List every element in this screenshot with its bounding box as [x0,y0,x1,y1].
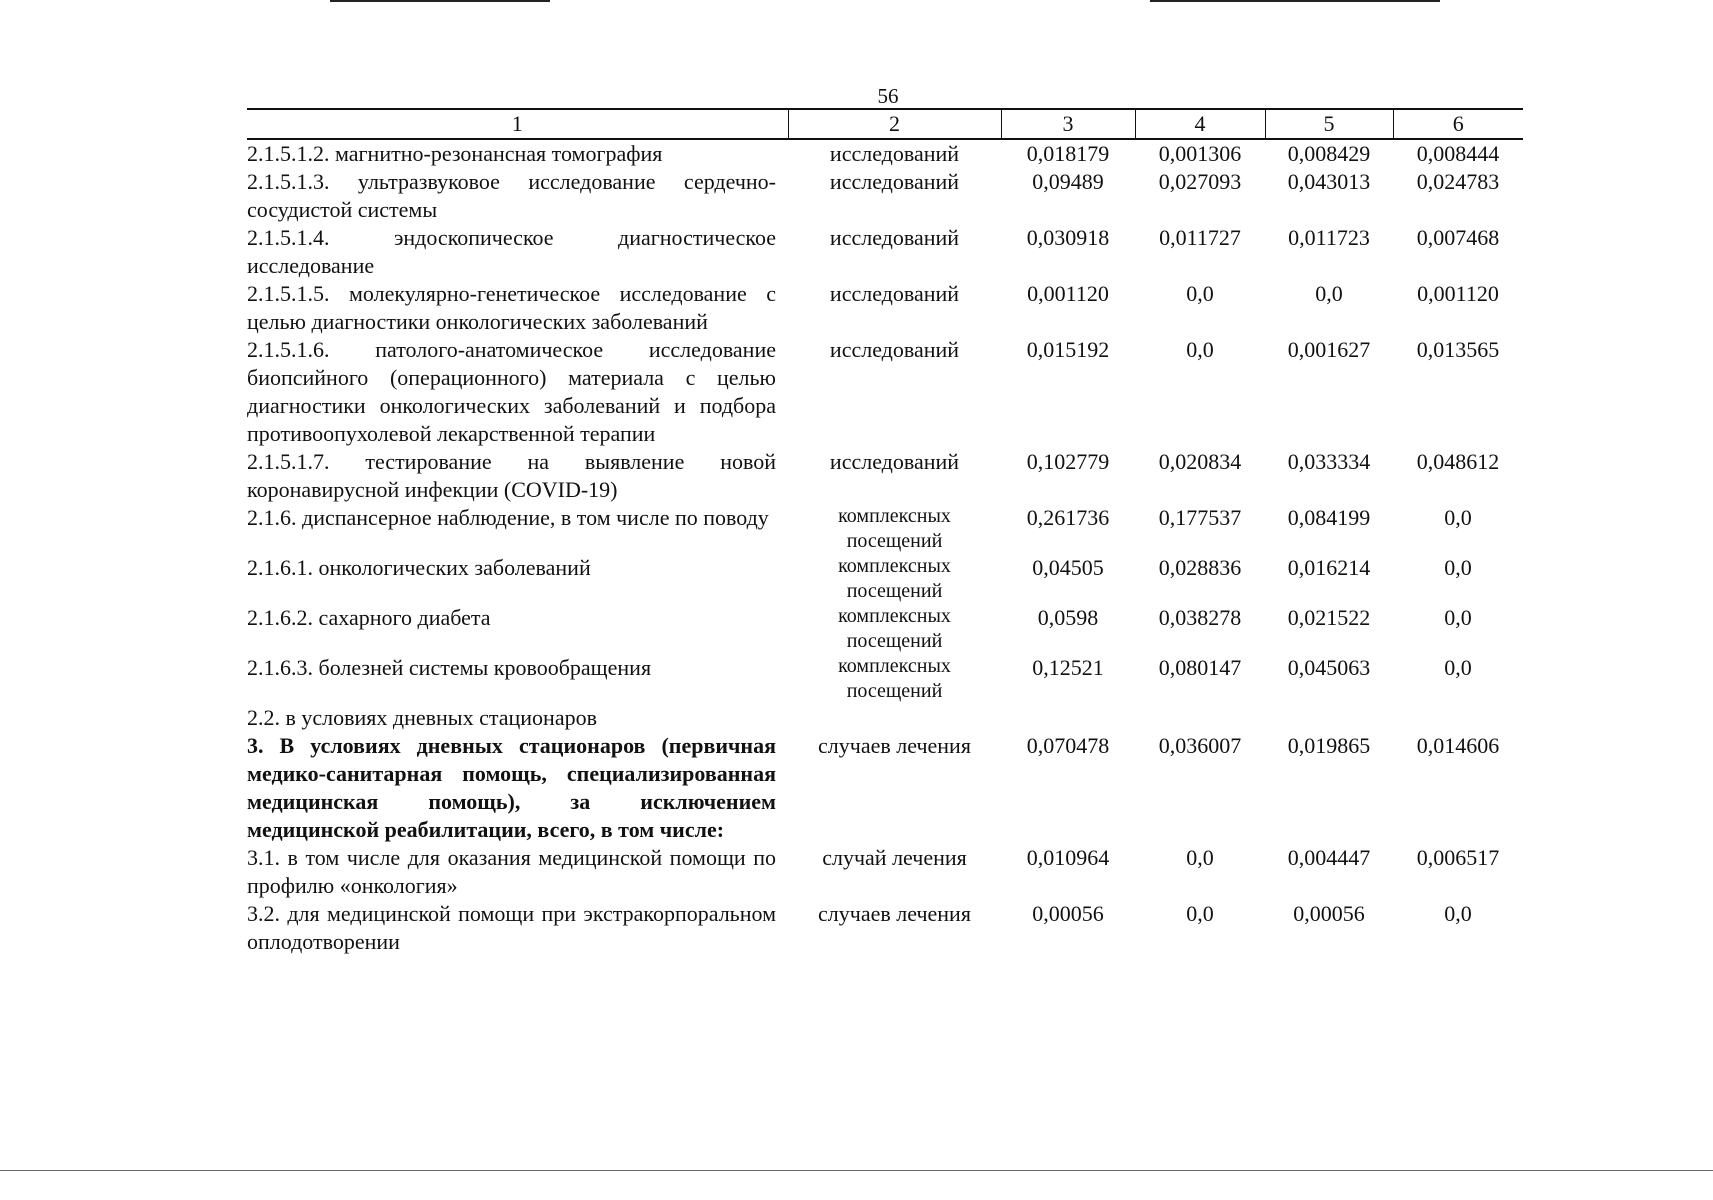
table-row [247,704,1523,732]
row-value-3: 0,001120 [1027,281,1109,306]
row-unit: комплексных посещений [838,655,951,702]
row-value-5: 0,00056 [1293,901,1365,926]
row-value-4: 0,0 [1186,845,1214,870]
header-row [247,109,1523,139]
table-row [247,224,1523,280]
row-value-3: 0,0598 [1037,605,1099,630]
row-name: 3. В условиях дневных стационаров (первичная медико-санитарная помощь, специализированная медицинская помощь), за исключением медицинской реабилитации, всего, в том числе: [247,733,776,842]
row-value-5: 0,084199 [1287,505,1371,530]
row-value-4: 0,001306 [1158,141,1242,166]
row-value-4: 0,038278 [1158,605,1242,630]
row-value-4: 0,011727 [1159,225,1241,250]
row-value-3 [1001,704,1135,732]
table-row [247,336,1523,448]
row-name: 2.1.5.1.3. ультразвуковое исследование сердечно-сосудистой системы [247,169,776,222]
row-value-3: 0,015192 [1026,337,1110,362]
table-row [247,654,1523,704]
row-value-6: 0,013565 [1416,337,1500,362]
row-value-3: 0,12521 [1032,655,1104,680]
row-value-4: 0,0 [1186,281,1214,306]
row-value-4 [1135,704,1265,732]
row-value-4: 0,177537 [1158,505,1242,530]
row-value-3: 0,030918 [1026,225,1110,250]
table-row [247,732,1523,844]
row-unit: случаев лечения [818,901,971,926]
row-unit: случай лечения [822,845,967,870]
row-unit: исследований [829,281,960,306]
row-name: 2.1.5.1.7. тестирование на выявление новой коронавирусной инфекции (COVID-19) [247,449,776,502]
row-value-5: 0,0 [1315,281,1343,306]
row-value-3: 0,010964 [1026,845,1110,870]
row-value-4: 0,080147 [1158,655,1242,680]
row-value-6: 0,0 [1444,605,1472,630]
row-value-3: 0,04505 [1032,555,1104,580]
row-value-4: 0,020834 [1158,449,1242,474]
row-unit: комплексных посещений [838,605,951,652]
row-value-6: 0,006517 [1416,845,1500,870]
row-value-5: 0,008429 [1287,141,1371,166]
row-value-5: 0,021522 [1287,605,1371,630]
header-col-3: 3 [1001,109,1135,139]
row-value-6 [1393,704,1523,732]
row-unit: исследований [829,337,960,362]
table-row [247,280,1523,336]
row-unit: комплексных посещений [838,555,951,602]
page-number: 56 [877,84,899,108]
table-row [247,604,1523,654]
row-value-5: 0,004447 [1287,845,1371,870]
row-name: 2.1.6.3. болезней системы кровообращения [247,655,652,680]
row-value-5: 0,045063 [1287,655,1371,680]
row-value-6: 0,001120 [1417,281,1499,306]
row-name: 2.1.5.1.6. патолого-анатомическое исследование биопсийного (операционного) материала с целью диагностики онкологических заболеваний и подбора противоопухолевой лекарственной терапии [247,337,776,446]
row-unit: исследований [829,169,960,194]
scan-edge-line-bottom [0,1170,1713,1171]
row-value-5: 0,019865 [1287,733,1371,758]
table-row [247,139,1523,168]
header-col-2: 2 [788,109,1001,139]
row-value-5: 0,033334 [1287,449,1371,474]
row-value-6: 0,0 [1444,655,1472,680]
row-value-4: 0,027093 [1158,169,1242,194]
scan-edge-line-top-right [1150,0,1440,2]
row-value-4: 0,028836 [1158,555,1242,580]
table-row [247,168,1523,224]
row-name: 2.1.6. диспансерное наблюдение, в том числе по поводу [247,505,769,530]
table-row [247,554,1523,604]
row-value-3: 0,102779 [1026,449,1110,474]
row-value-3: 0,09489 [1032,169,1104,194]
row-value-5 [1265,704,1393,732]
row-name: 3.1. в том числе для оказания медицинской помощи по профилю «онкология» [247,845,776,898]
row-name: 2.2. в условиях дневных стационаров [247,705,597,730]
row-name: 2.1.5.1.5. молекулярно-генетическое исследование с целью диагностики онкологических заболеваний [247,281,776,334]
row-unit: исследований [829,449,960,474]
row-value-6: 0,007468 [1416,225,1500,250]
row-value-3: 0,00056 [1032,901,1104,926]
row-unit [788,704,1001,732]
header-col-5: 5 [1265,109,1393,139]
row-value-6: 0,048612 [1416,449,1500,474]
row-unit: исследований [829,141,960,166]
row-value-6: 0,0 [1444,505,1472,530]
table-row [247,448,1523,504]
row-name: 2.1.5.1.4. эндоскопическое диагностическое исследование [247,225,776,278]
row-value-4: 0,036007 [1158,733,1242,758]
table-row [247,504,1523,554]
table-header [247,109,1523,139]
table-row [247,844,1523,900]
row-unit: случаев лечения [818,733,971,758]
row-value-4: 0,0 [1186,337,1214,362]
row-value-6: 0,008444 [1416,141,1500,166]
row-value-5: 0,001627 [1287,337,1371,362]
row-unit: исследований [829,225,960,250]
row-name: 3.2. для медицинской помощи при экстракорпоральном оплодотворении [247,901,776,954]
header-col-6: 6 [1393,109,1523,139]
row-value-3: 0,261736 [1026,505,1110,530]
header-col-4: 4 [1135,109,1265,139]
row-name: 2.1.6.1. онкологических заболеваний [247,555,591,580]
scan-edge-line-top-left [330,0,550,2]
row-value-6: 0,024783 [1416,169,1500,194]
row-value-5: 0,043013 [1287,169,1371,194]
row-value-6: 0,0 [1444,901,1472,926]
indicator-table [247,108,1523,956]
row-value-5: 0,011723 [1288,225,1370,250]
row-value-3: 0,018179 [1026,141,1110,166]
row-value-5: 0,016214 [1287,555,1371,580]
row-name: 2.1.6.2. сахарного диабета [247,605,491,630]
row-value-6: 0,0 [1444,555,1472,580]
row-name: 2.1.5.1.2. магнитно-резонансная томография [247,141,663,166]
row-value-4: 0,0 [1186,901,1214,926]
table-row [247,900,1523,956]
row-unit: комплексных посещений [838,505,951,552]
row-value-3: 0,070478 [1026,733,1110,758]
header-col-1: 1 [247,109,788,139]
row-value-6: 0,014606 [1416,733,1500,758]
